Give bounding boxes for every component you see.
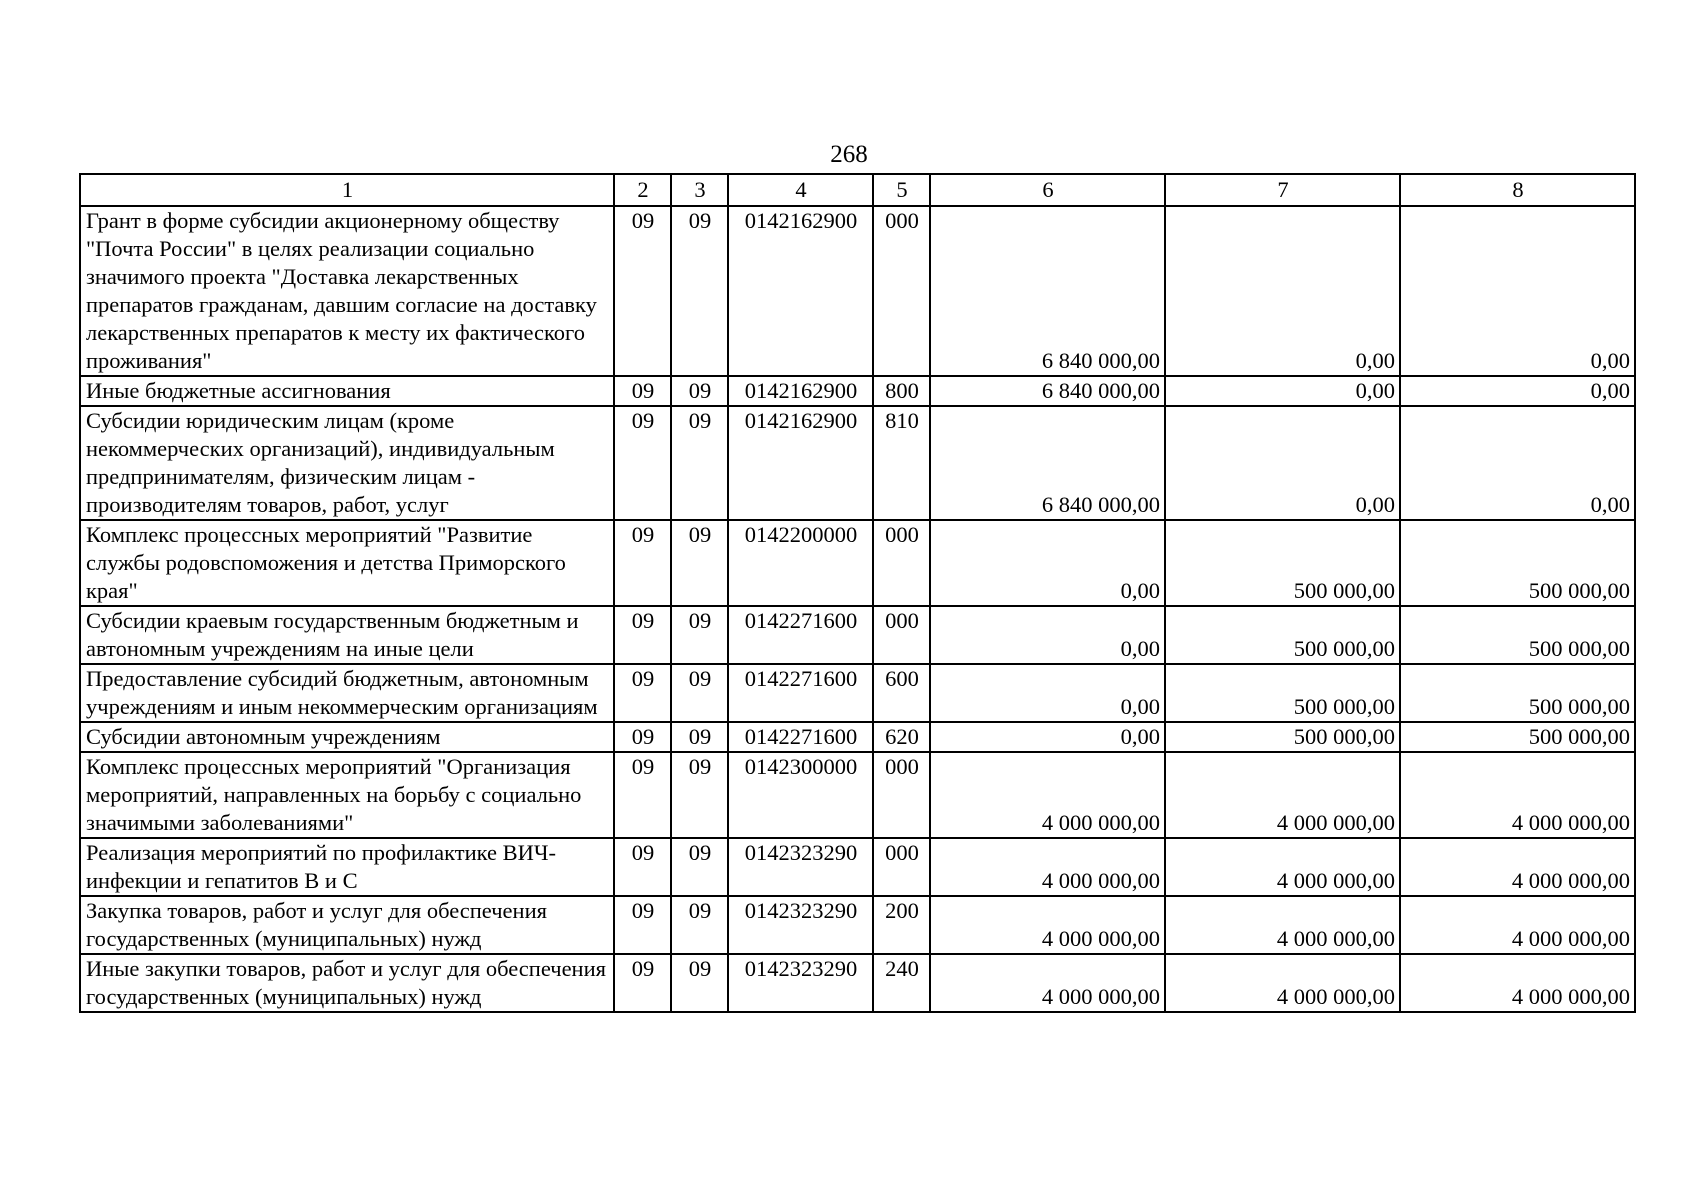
expense-kind-cell: 000: [873, 606, 930, 664]
amount-year1-cell: 4 000 000,00: [930, 838, 1165, 896]
amount-year2-cell: 500 000,00: [1165, 722, 1400, 752]
subsection-code-cell: 09: [671, 520, 728, 606]
amount-year1-cell: 4 000 000,00: [930, 954, 1165, 1012]
row-name-cell: Субсидии автономным учреждениям: [80, 722, 614, 752]
column-header: 2: [614, 174, 671, 206]
subsection-code-cell: 09: [671, 606, 728, 664]
subsection-code-cell: 09: [671, 752, 728, 838]
amount-year3-cell: 500 000,00: [1400, 722, 1635, 752]
amount-year3-cell: 4 000 000,00: [1400, 896, 1635, 954]
row-name-cell: Субсидии краевым государственным бюджетным и автономным учреждениям на иные цели: [80, 606, 614, 664]
expense-kind-cell: 000: [873, 752, 930, 838]
amount-year2-cell: 500 000,00: [1165, 520, 1400, 606]
amount-year1-cell: 4 000 000,00: [930, 896, 1165, 954]
target-code-cell: 0142271600: [728, 606, 873, 664]
amount-year3-cell: 500 000,00: [1400, 606, 1635, 664]
amount-year1-cell: 0,00: [930, 722, 1165, 752]
row-name-cell: Предоставление субсидий бюджетным, автономным учреждениям и иным некоммерческим организациям: [80, 664, 614, 722]
column-header: 7: [1165, 174, 1400, 206]
section-code-cell: 09: [614, 520, 671, 606]
target-code-cell: 0142300000: [728, 752, 873, 838]
expense-kind-cell: 240: [873, 954, 930, 1012]
amount-year1-cell: 6 840 000,00: [930, 406, 1165, 520]
amount-year1-cell: 6 840 000,00: [930, 206, 1165, 376]
subsection-code-cell: 09: [671, 376, 728, 406]
amount-year3-cell: 4 000 000,00: [1400, 838, 1635, 896]
expense-kind-cell: 800: [873, 376, 930, 406]
expense-kind-cell: 000: [873, 206, 930, 376]
target-code-cell: 0142271600: [728, 664, 873, 722]
column-header: 4: [728, 174, 873, 206]
row-name-cell: Комплекс процессных мероприятий "Организация мероприятий, направленных на борьбу с социально значимыми заболеваниями": [80, 752, 614, 838]
subsection-code-cell: 09: [671, 838, 728, 896]
section-code-cell: 09: [614, 722, 671, 752]
page-number: 268: [830, 141, 868, 168]
budget-table: [79, 173, 1636, 1013]
section-code-cell: 09: [614, 752, 671, 838]
subsection-code-cell: 09: [671, 664, 728, 722]
table-row: [80, 752, 1635, 838]
amount-year2-cell: 4 000 000,00: [1165, 838, 1400, 896]
subsection-code-cell: 09: [671, 206, 728, 376]
expense-kind-cell: 620: [873, 722, 930, 752]
table-row: [80, 722, 1635, 752]
amount-year1-cell: 0,00: [930, 664, 1165, 722]
column-header: 8: [1400, 174, 1635, 206]
amount-year3-cell: 0,00: [1400, 406, 1635, 520]
target-code-cell: 0142323290: [728, 838, 873, 896]
section-code-cell: 09: [614, 376, 671, 406]
amount-year2-cell: 0,00: [1165, 406, 1400, 520]
section-code-cell: 09: [614, 606, 671, 664]
expense-kind-cell: 000: [873, 520, 930, 606]
amount-year3-cell: 4 000 000,00: [1400, 954, 1635, 1012]
amount-year1-cell: 0,00: [930, 606, 1165, 664]
table-row: [80, 838, 1635, 896]
target-code-cell: 0142323290: [728, 896, 873, 954]
table-row: [80, 376, 1635, 406]
amount-year2-cell: 4 000 000,00: [1165, 896, 1400, 954]
amount-year2-cell: 0,00: [1165, 206, 1400, 376]
target-code-cell: 0142162900: [728, 406, 873, 520]
expense-kind-cell: 810: [873, 406, 930, 520]
expense-kind-cell: 200: [873, 896, 930, 954]
row-name-cell: Комплекс процессных мероприятий "Развитие службы родовспоможения и детства Приморского края": [80, 520, 614, 606]
subsection-code-cell: 09: [671, 954, 728, 1012]
target-code-cell: 0142162900: [728, 206, 873, 376]
column-header: 1: [80, 174, 614, 206]
table-header-row: [80, 174, 1635, 206]
amount-year3-cell: 0,00: [1400, 206, 1635, 376]
target-code-cell: 0142323290: [728, 954, 873, 1012]
table-row: [80, 896, 1635, 954]
amount-year3-cell: 500 000,00: [1400, 664, 1635, 722]
row-name-cell: Грант в форме субсидии акционерному обществу "Почта России" в целях реализации социально значимого проекта "Доставка лекарственных препаратов гражданам, давшим согласие на доставку лекарственных препаратов к месту их фактического проживания": [80, 206, 614, 376]
column-header: 6: [930, 174, 1165, 206]
column-header: 3: [671, 174, 728, 206]
amount-year3-cell: 0,00: [1400, 376, 1635, 406]
amount-year2-cell: 0,00: [1165, 376, 1400, 406]
table-row: [80, 954, 1635, 1012]
table-row: [80, 664, 1635, 722]
subsection-code-cell: 09: [671, 896, 728, 954]
target-code-cell: 0142200000: [728, 520, 873, 606]
section-code-cell: 09: [614, 406, 671, 520]
subsection-code-cell: 09: [671, 722, 728, 752]
table-row: [80, 406, 1635, 520]
subsection-code-cell: 09: [671, 406, 728, 520]
table-row: [80, 520, 1635, 606]
section-code-cell: 09: [614, 838, 671, 896]
row-name-cell: Реализация мероприятий по профилактике ВИЧ-инфекции и гепатитов В и С: [80, 838, 614, 896]
amount-year2-cell: 500 000,00: [1165, 664, 1400, 722]
amount-year1-cell: 6 840 000,00: [930, 376, 1165, 406]
row-name-cell: Закупка товаров, работ и услуг для обеспечения государственных (муниципальных) нужд: [80, 896, 614, 954]
amount-year2-cell: 500 000,00: [1165, 606, 1400, 664]
expense-kind-cell: 000: [873, 838, 930, 896]
amount-year3-cell: 500 000,00: [1400, 520, 1635, 606]
column-header: 5: [873, 174, 930, 206]
amount-year2-cell: 4 000 000,00: [1165, 954, 1400, 1012]
section-code-cell: 09: [614, 954, 671, 1012]
amount-year3-cell: 4 000 000,00: [1400, 752, 1635, 838]
amount-year1-cell: 0,00: [930, 520, 1165, 606]
row-name-cell: Иные закупки товаров, работ и услуг для обеспечения государственных (муниципальных) нужд: [80, 954, 614, 1012]
table-row: [80, 206, 1635, 376]
section-code-cell: 09: [614, 896, 671, 954]
row-name-cell: Иные бюджетные ассигнования: [80, 376, 614, 406]
amount-year2-cell: 4 000 000,00: [1165, 752, 1400, 838]
amount-year1-cell: 4 000 000,00: [930, 752, 1165, 838]
target-code-cell: 0142162900: [728, 376, 873, 406]
section-code-cell: 09: [614, 206, 671, 376]
expense-kind-cell: 600: [873, 664, 930, 722]
section-code-cell: 09: [614, 664, 671, 722]
table-row: [80, 606, 1635, 664]
row-name-cell: Субсидии юридическим лицам (кроме некоммерческих организаций), индивидуальным предпринимателям, физическим лицам - производителям товаров, работ, услуг: [80, 406, 614, 520]
target-code-cell: 0142271600: [728, 722, 873, 752]
